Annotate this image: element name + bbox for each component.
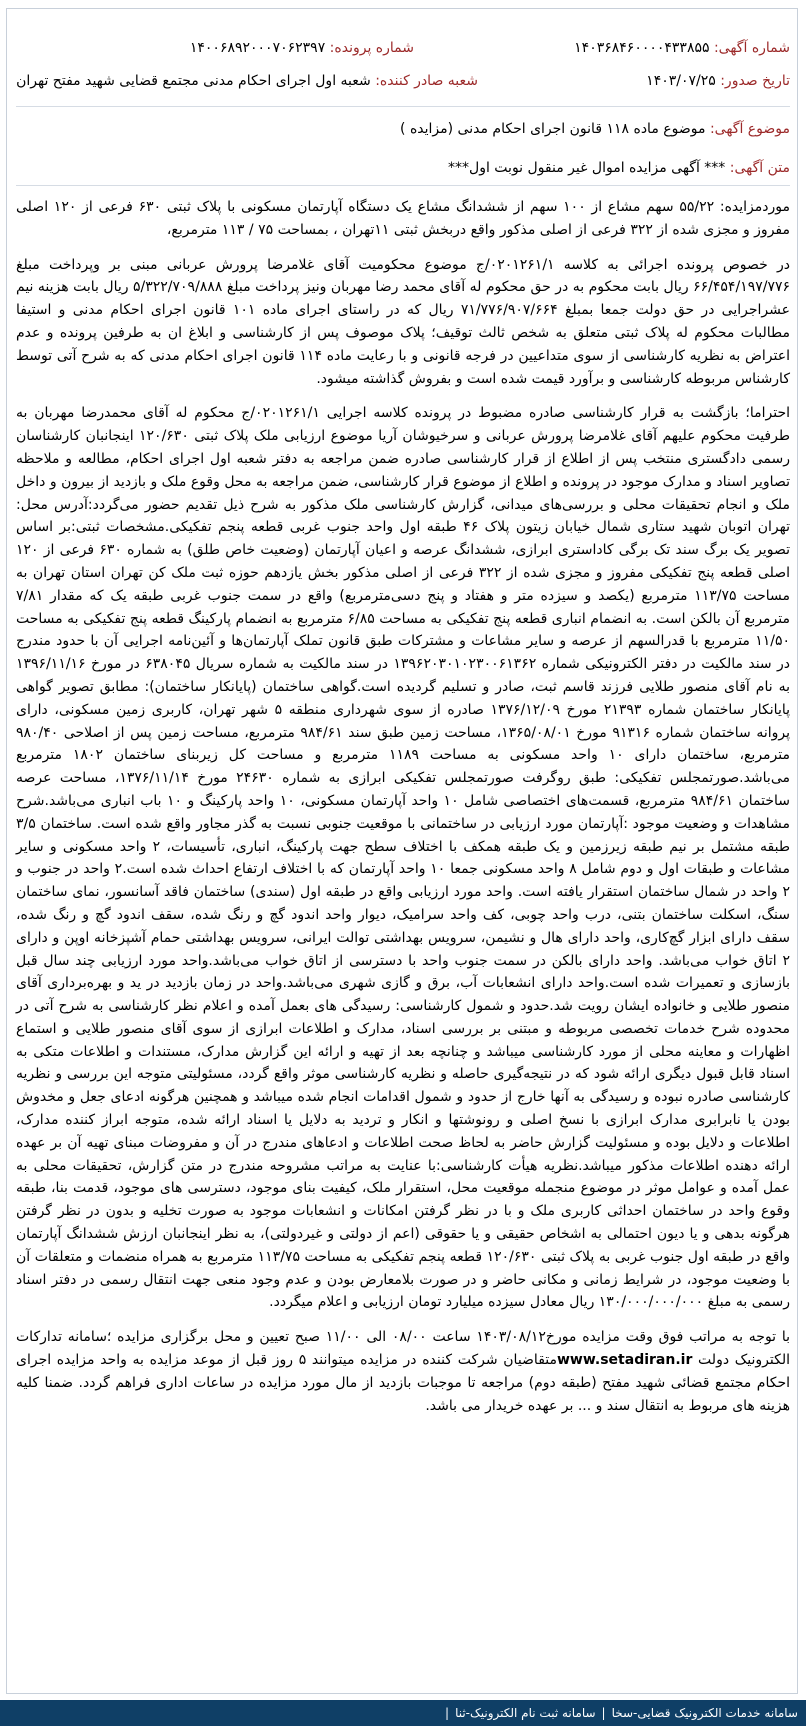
text-label: متن آگهی: xyxy=(729,160,790,176)
case-number-label: شماره پرونده: xyxy=(329,40,414,56)
issue-date-row xyxy=(646,73,790,89)
paragraph-subject-item: موردمزایده: ۵۵/۲۲ سهم مشاع از ۱۰۰ سهم از ششدانگ مشاع یک دستگاه آپارتمان مسکونی با پلاک ثبتی ۶۳۰ فرعی از ۱۲۰ اصلی مفروز و مجزی شده از ۳۲۲ فرعی از اصلی مذکور واقع دربخش ثبتی ۱۱تهران ، بمساحت ۷۵ / ۱۱۳ مترمربع، xyxy=(16,199,790,238)
notice-body xyxy=(16,196,790,1429)
footer-bar xyxy=(0,1700,806,1726)
ad-number: ۱۴۰۳۶۸۴۶۰۰۰۰۴۳۳۸۵۵ xyxy=(574,40,710,56)
issuer-label: شعبه صادر کننده: xyxy=(375,73,478,89)
setadiran-link[interactable]: www.setadiran.ir xyxy=(557,1352,693,1369)
ad-number-label: شماره آگهی: xyxy=(713,40,790,56)
issuer: شعبه اول اجرای احکام مدنی مجتمع قضایی شهید مفتح تهران xyxy=(16,73,371,89)
footer-link-sakha[interactable]: سامانه خدمات الکترونیک قضایی-سخا xyxy=(611,1706,798,1720)
ad-number-row xyxy=(574,40,790,56)
subject-row xyxy=(400,121,790,137)
header-divider xyxy=(16,106,790,107)
footer-divider-end: | xyxy=(445,1706,450,1720)
case-number: ۱۴۰۰۶۸۹۲۰۰۰۷۰۶۲۳۹۷ xyxy=(189,40,326,56)
case-number-row xyxy=(190,40,414,56)
text-title-row xyxy=(448,160,790,176)
footer-link-sana[interactable]: سامانه ثبت نام الکترونیک-ثنا xyxy=(455,1706,596,1720)
footer-divider: | xyxy=(601,1706,606,1720)
subject: موضوع ماده ۱۱۸ قانون اجرای احکام مدنی (مزایده ) xyxy=(400,121,706,137)
paragraph-auction-time xyxy=(16,1326,790,1417)
issue-date-label: تاریخ صدور: xyxy=(720,73,790,89)
auction-visit-text: متقاضیان شرکت کننده در مزایده میتوانند ۵ روز قبل از موعد مزایده به واحد مزایده اجرای احکام مجتمع قضائی شهید مفتح (طبقه دوم) مراجعه تا موجبات بازدید از مال مورد مزایده در ساعات اداری فراهم گردد. ضمنا کلیه هزینه های مربوط به انتقال سند و ... بر عهده خریدار می باشد. xyxy=(16,1352,790,1414)
paragraph-expert-report: احتراما؛ بازگشت به قرار کارشناسی صادره مضبوط در پرونده کلاسه اجرایی ۰۲۰۱۲۶۱/۱/ج محکوم له آقای محمدرضا مهربان به طرفیت محکوم علیهم آقای غلامرضا پرورش عربانی و سرخیوشان آریا موضوع ارزیابی ملک پلاک ثبتی ۱۲۰/۶۳۰ اینجانبان کارشناسان رسمی دادگستری منتخب پس از اطلاع از قرار کارشناسی صادره ضمن مراجعه به دفتر شعبه اول اجرای احکام، مطالعه و ملاحظه تصاویر اسناد و مدارک موجود در پرونده و اطلاع از موضوع قرار کارشناسی، ضمن مراجعه به محل وقوع ملک و بازدید از بیرون و داخل ملک و انجام تحقیقات محلی و بررسی‌های میدانی، گزارش کارشناسی ملک مذکور به شرح ذیل تقدیم حضور می‌گردد:آدرس محل: تهران اتوبان شهید ستاری شمال خیابان زیتون پلاک ۴۶ طبقه اول واحد جنوب غربی قطعه پنجم تفکیکی.مشخصات ثبتی:بر اساس تصویر یک برگ سند تک برگی کاداستری ابرازی، ششدانگ عرصه و اعیان آپارتمان (وضعیت خاص طلق) به شماره ۶۳۰ فرعی از ۱۲۰ اصلی قطعه پنج تفکیکی مفروز و مجزی شده از ۳۲۲ فرعی از اصلی مذکور بخش یازدهم حوزه ثبت ملک کن تهران استان تهران به مساحت ۱۱۳/۷۵ مترمربع (یکصد و سیزده متر و هفتاد و پنج دسی‌مترمربع) واقع در سمت جنوب غربی طبقه یک که مقدار ۷/۸۱ مترمربع آن بالکن است. به انضمام انباری قطعه پنج تفکیکی به مساحت ۶/۸۵ مترمربع به انضمام پارکینگ قطعه پنج تفکیکی به مساحت ۱۱/۵۰ مترمربع با قدرالسهم از عرصه و سایر مشاعات و مشترکات طبق قانون تملک آپارتمان‌ها و آئین‌نامه اجرایی آن با حدود مندرج در سند مالکیت در دفتر الکترونیکی شماره ۱۳۹۶۲۰۳۰۱۰۲۳۰۰۶۱۳۶۲ در سند مالکیت به شماره سریال ۶۳۸۰۴۵ در مورخ ۱۳۹۶/۱۱/۱۶ به نام آقای منصور طلایی فرزند قاسم ثبت، صادر و تسلیم گردیده است.گواهی ساختمان (پایانکار ساختمان): مطابق تصویر گواهی پایانکار ساختمان شماره ۲۱۳۹۳ مورخ ۱۳۷۶/۱۲/۰۹ صادره از سوی شهرداری منطقه ۵ شهر تهران، کاربری زمین مسکونی، دارای پروانه ساختمان شماره ۹۱۳۱۶ مورخ ۱۳۶۵/۰۸/۰۱، مساحت زمین طبق سند ۹۸۴/۶۱ مترمربع، مساحت زمین پس از اصلاحی ۹۸۰/۴۰ مترمربع، ساختمان دارای ۱۰ واحد مسکونی به مساحت ۱۱۸۹ مترمربع و مساحت کل زیربنای ساختمان ۱۸۰۲ مترمربع می‌باشد.صورتمجلس تفکیکی: طبق روگرفت صورتمجلس تفکیکی ابرازی به شماره ۲۴۶۳۰ مورخ ۱۳۷۶/۱۱/۱۴، مساحت عرصه ساختمان ۹۸۴/۶۱ مترمربع، قسمت‌های اختصاصی شامل ۱۰ واحد آپارتمان مسکونی، ۱۰ واحد پارکینگ و ۱۰ باب انباری می‌باشد.شرح مشاهدات و وضعیت موجود :آپارتمان مورد ارزیابی در ساختمانی با موقعیت جنوبی نسبت به گذر مجاور واقع شده است. ساختمان ۳/۵ طبقه مشتمل بر نیم طبقه زیرزمین و یک طبقه همکف با اختلاف سطح جهت پارکینگ، انباری، تأسیسات، ۲ واحد مسکونی و سایر مشاعات و طبقات اول و دوم شامل ۸ واحد مسکونی جمعا ۱۰ واحد آپارتمان که با اختلاف ارتفاع احداث شده است.۲ واحد در جنوب و ۲ واحد در شمال ساختمان استقرار یافته است. واحد مورد ارزیابی واقع در طبقه اول (سندی) ساختمان فاقد آسانسور، نمای ساختمان سنگ، اسکلت ساختمان بتنی، درب واحد چوبی، کف واحد سرامیک، دیوار واحد اندود گچ و رنگ شده، سقف اندود گچ و رنگ شده، سقف دارای ابزار گچ‌کاری، واحد دارای هال و نشیمن، سرویس بهداشتی توالت ایرانی، سرویس بهداشتی حمام آشپزخانه اوپن و دارای ۲ اتاق خواب می‌باشد. واحد دارای بالکن در سمت جنوب واحد با دسترسی از اتاق خواب می‌باشد.واحد مورد ارزیابی چند سال قبل بازسازی و تعمیرات شده است.واحد دارای انشعابات آب، برق و گازی شهری می‌باشد.واحد در زمان بازدید در ید و بهره‌برداری آقای منصور طلایی و خانواده ایشان رویت شد.حدود و شمول کارشناسی: رسیدگی های بعمل آمده و اعلام نظر کارشناسی به شرح آتی در محدوده شرح خدمات تخصصی مربوطه و مبتنی بر بررسی اسناد، مدارک و اطلاعات ابرازی از سوی آقای منصور طلایی و استماع اظهارات و معاینه محلی از مورد کارشناسی میباشد و چنانچه بعد از تهیه و ارائه این گزارش مدارک، مستندات و اطلاعات متکی به اسناد قابل قبول دیگری ارائه شود که در نتیجه‌گیری حاصله و نظریه کارشناسی موثر واقع گردد، مسئولیتی متوجه این بررسی و نظریه کارشناسی صادره نبوده و رسیدگی به آنها خارج از حدود و شمول اقدامات انجام شده میباشد و همچنین هرگونه ادعای جعل و مخدوش بودن یا نابرابری مدارک ابرازی با نسخ اصلی و رونوشتها و انکار و تردید به دلایل یا اسناد ارائه شده، متوجه ابراز کننده مدارک، اطلاعات و دلایل بوده و مسئولیت گزارش حاضر به لحاظ صحت اطلاعات و ادعاهای مندرج در آن و مفروضات مبنای تهیه آن بر عهده ارائه دهنده اطلاعات مذکور میباشد.نظریه هیأت کارشناسی:با عنایت به مراتب مشروحه مندرج در متن گزارش، تحقیقات محلی به عمل آمده و عوامل موثر در موضوع منجمله موقعیت محل، استقرار ملک، کیفیت بنای موجود، دسترسی های موجود، قدمت بنا، طبقه وقوع واحد در ساختمان احداثی کاربری ملک و با در نظر گرفتن امکانات و انشعابات موجود به صورت تخلیه و بدون در نظر گرفتن هرگونه بدهی و یا دیون احتمالی به اشخاص حقیقی و یا حقوقی (اعم از دولتی و غیردولتی)، به نظر اینجانبان ارزش ششدانگ آپارتمان واقع در طبقه اول جنوب غربی به پلاک ثبتی ۱۲۰/۶۳۰ قطعه پنجم تفکیکی به مساحت ۱۱۳/۷۵ مترمربع به همراه منضمات و متعلقات آن با وضعیت موجود، در شرایط زمانی و مکانی حاضر و در صورت بلامعارض بودن و عدم وجود منعی جهت انتقال رسمی در دفتر اسناد رسمی به مبلغ ۱۳۰/۰۰۰/۰۰۰/۰۰۰ ریال معادل سیزده میلیارد تومان ارزیابی و اعلام میگردد. xyxy=(16,405,791,1311)
text-title: *** آگهی مزایده اموال غیر منقول نوبت اول*** xyxy=(448,160,726,176)
paragraph-case-details: در خصوص پرونده اجرائی به کلاسه ۰۲۰۱۲۶۱/۱/ج موضوع محکومیت آقای غلامرضا پرورش عربانی مبنی بر وپرداخت مبلغ ۶۶/۴۵۴/۱۹۷/۷۷۶ ریال بابت محکوم به در حق محکوم له آقای محمد رضا مهربان ونیز پرداخت مبلغ ۵/۳۲۲/۷۰۹/۸۸۸ ریال بابت هزینه نیم عشراجرایی در حق دولت جمعا بمبلغ ۷۱/۷۷۶/۹۰۷/۶۶۴ ریال که در راستای اجرای ماده ۱۰۱ قانون اجرای احکام مدنی و استیفا مطالبات محکوم له پلاک ثبتی متعلق به شخص ثالث توقیف؛ پلاک موصوف پس از کارشناسی و ابلاغ ان به طرفین پرونده و عدم اعتراض به نظریه کارشناسی از سوی متداعیین در فرجه قانونی و با رعایت ماده ۱۱۴ قانون اجرای احکام مدنی که به شرح آتی توسط کارشناس مربوطه کارشناسی و برآورد قیمت شده است و بفروش گذاشته میشود. xyxy=(16,256,791,387)
subject-divider xyxy=(16,185,790,186)
issue-date: ۱۴۰۳/۰۷/۲۵ xyxy=(646,73,716,89)
auction-time-text: با توجه به مراتب فوق وقت مزایده مورخ۱۴۰۳/۰۸/۱۲ ساعت ۰۸/۰۰ الی ۱۱/۰۰ صبح تعیین و محل برگزاری مزایده ؛سامانه تدارکات الکترونیک دولت xyxy=(16,1329,791,1369)
issuer-row xyxy=(16,73,478,89)
subject-label: موضوع آگهی: xyxy=(709,121,790,137)
